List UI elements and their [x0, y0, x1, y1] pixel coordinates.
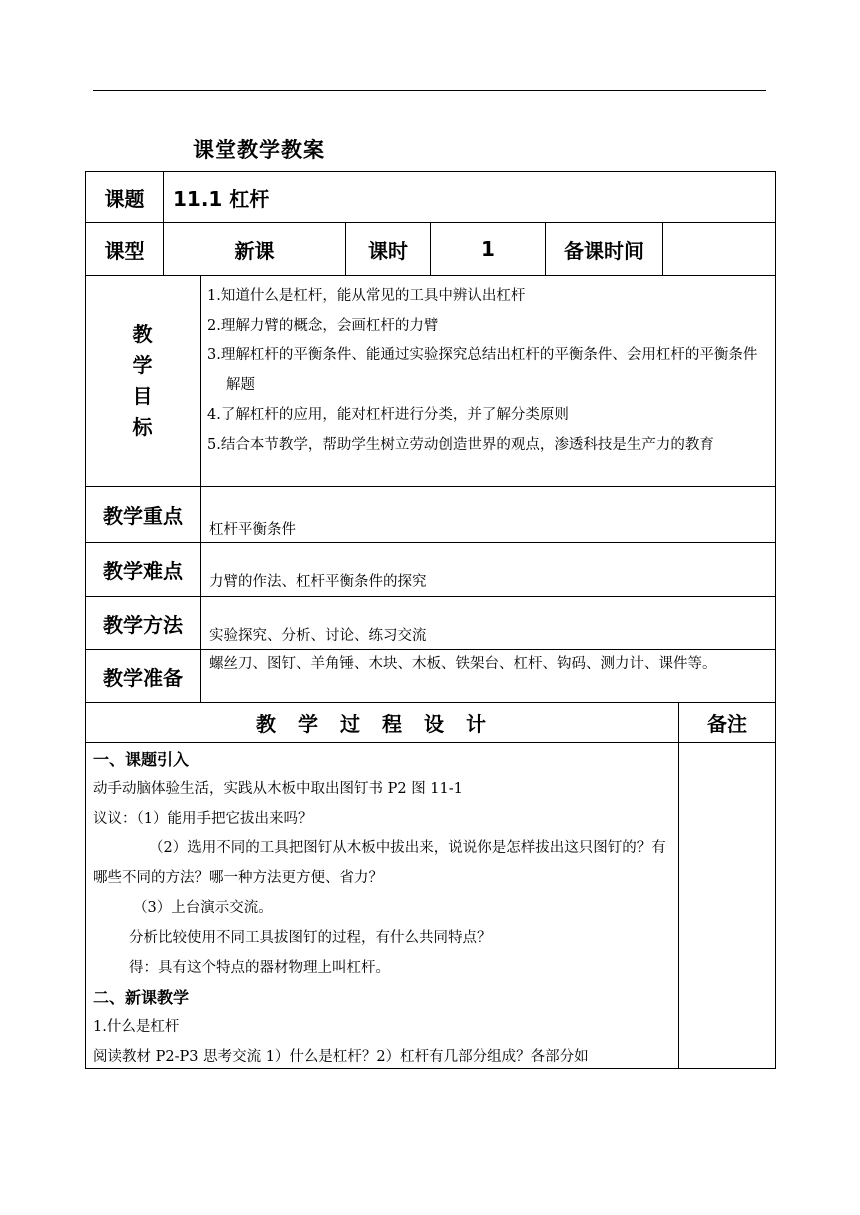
methods-value: 实验探究、分析、讨论、练习交流 [209, 628, 427, 644]
goals-list [207, 282, 770, 460]
type-label: 课型 [104, 238, 145, 263]
table-rule [86, 742, 775, 743]
table-rule [678, 703, 679, 1068]
process-line: 动手动脑体验生活，实践从木板中取出图钉书 P2 图 11-1 [93, 780, 463, 797]
prep-time-value [663, 223, 775, 275]
topic-label: 课题 [104, 186, 145, 211]
key-points-label: 教学重点 [103, 504, 183, 528]
goals-label-char: 目 [132, 384, 153, 408]
process-line: （2）选用不同的工具把图钉从木板中拔出来，说说你是怎样拔出这只图钉的？有哪些不同的方法？哪一种方法更方便、省力？ [93, 840, 666, 887]
remark-header: 备注 [707, 712, 747, 736]
process-body [93, 745, 673, 1073]
hours-label: 课时 [368, 238, 408, 263]
goal-item: 1.知道什么是杠杆，能从常见的工具中辨认出杠杆 [207, 288, 526, 304]
methods-label: 教学方法 [103, 612, 183, 637]
difficulties-value: 力臂的作法、杠杆平衡条件的探究 [209, 574, 427, 590]
process-line: （3）上台演示交流。 [133, 899, 273, 916]
goals-label-char: 教 [132, 322, 153, 346]
table-rule [200, 276, 201, 703]
preparation-label: 教学准备 [103, 665, 183, 690]
goals-label-char: 学 [132, 353, 153, 377]
prep-time-label: 备课时间 [564, 238, 644, 263]
process-line: 得：具有这个特点的器材物理上叫杠杆。 [129, 959, 390, 976]
hours-value: 1 [481, 237, 495, 261]
process-line: 议议：（1）能用手把它拔出来吗？ [93, 810, 313, 827]
section-heading: 一、课题引入 [93, 750, 190, 769]
process-line: 1.什么是杠杆 [93, 1019, 180, 1036]
preparation-value: 螺丝刀、图钉、羊角锤、木块、木板、铁架台、杠杆、钩码、测力计、课件等。 [209, 656, 717, 672]
process-header: 教学过程设计 [256, 712, 508, 736]
goal-item: 5.结合本节教学，帮助学生树立劳动创造世界的观点，渗透科技是生产力的教育 [207, 436, 714, 453]
header-rule [93, 90, 766, 91]
table-rule [86, 275, 775, 276]
goals-label [86, 277, 199, 485]
goals-label-char: 标 [132, 415, 153, 439]
process-line: 阅读教材 P2-P3 思考交流 1）什么是杠杆？2）杠杆有几部分组成？各部分如 [93, 1048, 589, 1065]
topic-value: 11.1 杠杆 [173, 186, 270, 211]
process-line: 分析比较使用不同工具拔图钉的过程，有什么共同特点？ [129, 929, 492, 946]
page-title: 课堂教学教案 [193, 138, 325, 162]
goal-item: 4.了解杠杆的应用，能对杠杆进行分类，并了解分类原则 [207, 406, 569, 423]
difficulties-label: 教学难点 [103, 559, 183, 583]
type-value: 新课 [234, 238, 275, 263]
key-points-value: 杠杆平衡条件 [209, 522, 296, 538]
section-heading: 二、新课教学 [93, 988, 190, 1008]
goal-item: 2.理解力臂的概念，会画杠杆的力臂 [207, 317, 439, 334]
goal-item: 3.理解杠杆的平衡条件、能通过实验探究总结出杠杆的平衡条件、会用杠杆的平衡条件解题 [207, 347, 758, 394]
